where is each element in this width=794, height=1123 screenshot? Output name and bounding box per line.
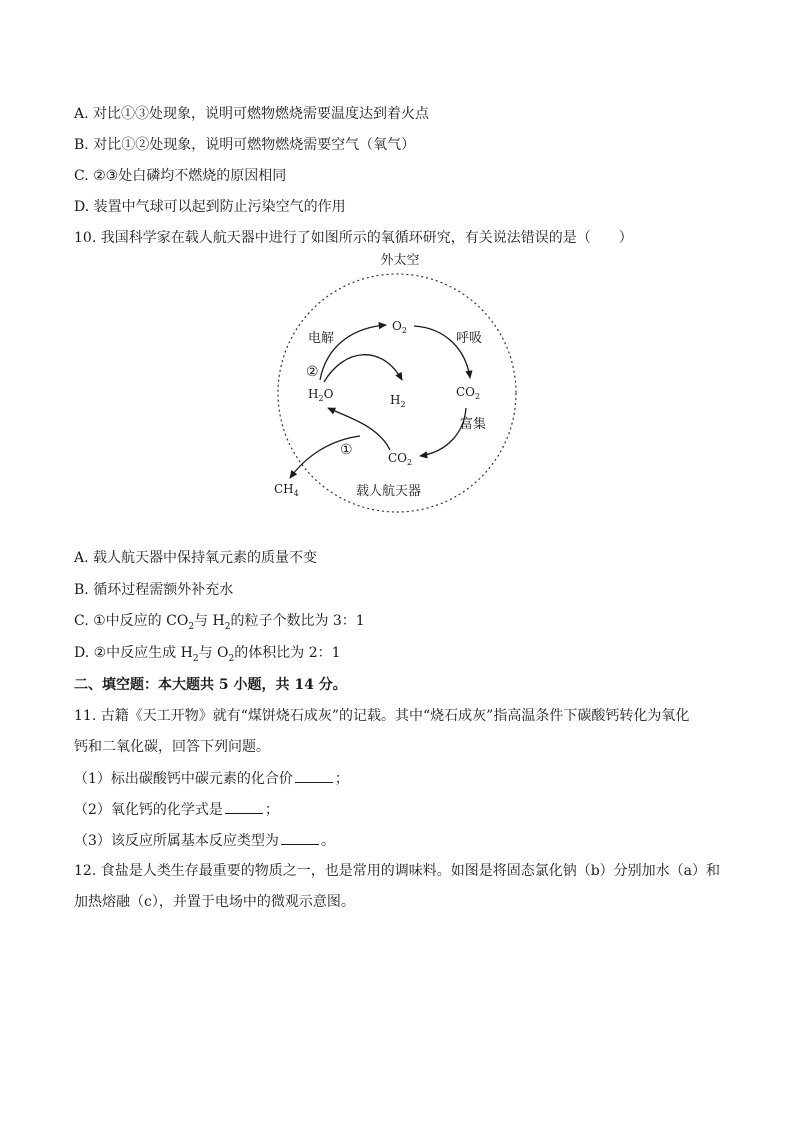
- electrolysis-label: 电解: [308, 331, 335, 346]
- option-10c: C. ①中反应的 $CO_2$与 $H_2$的粒子个数比为 3：1: [74, 613, 365, 632]
- o2-label: $O_2$: [392, 319, 407, 335]
- section-2-heading: 二、填空题：本大题共 5 小题，共 14 分。: [74, 677, 347, 693]
- h2o-label: $H_2O$: [308, 387, 334, 403]
- reaction-1-marker: ①: [340, 442, 353, 458]
- option-10b: B. 循环过程需额外补充水: [74, 582, 234, 598]
- answer-blank[interactable]: [225, 799, 263, 814]
- arrow-enrichment: [420, 408, 466, 456]
- option-9d: D. 装置中气球可以起到防止污染空气的作用: [74, 199, 346, 215]
- question-11-part2: （2）氧化钙的化学式是 ；: [74, 799, 279, 820]
- h2-label: $H_2$: [390, 393, 406, 409]
- question-12-line2: 加热熔融（c），并置于电场中的微观示意图。: [74, 894, 355, 910]
- spacecraft-label: 载人航天器: [356, 484, 422, 499]
- co2-bottom-label: $CO_2$: [388, 451, 413, 467]
- oxygen-cycle-diagram: [260, 250, 550, 520]
- answer-blank[interactable]: [295, 768, 333, 783]
- arrow-electrolysis-h2: [324, 355, 402, 382]
- option-9a: A. 对比①③处现象，说明可燃物燃烧需要温度达到着火点: [74, 106, 430, 122]
- respiration-label: 呼吸: [456, 331, 483, 346]
- question-11-line2: 钙和二氧化碳，回答下列问题。: [74, 739, 270, 755]
- question-11-part3: （3）该反应所属基本反应类型为 。: [74, 830, 335, 851]
- option-10a: A. 载人航天器中保持氧元素的质量不变: [74, 550, 318, 566]
- question-11-part1: （1）标出碳酸钙中碳元素的化合价 ；: [74, 768, 349, 789]
- option-9c: C. ②③处白磷均不燃烧的原因相同: [74, 168, 287, 184]
- question-12-line1: 12. 食盐是人类生存最重要的物质之一，也是常用的调味料。如图是将固态氯化钠（b）分别加水（a）和: [74, 863, 721, 879]
- enrichment-label: 富集: [460, 417, 487, 432]
- arrow-co2-to-h2o: [328, 408, 390, 450]
- reaction-2-marker: ②: [306, 364, 319, 380]
- ch4-label: $CH_4$: [274, 482, 299, 498]
- outer-space-label: 外太空: [380, 253, 420, 268]
- co2-top-label: $CO_2$: [456, 385, 481, 401]
- question-11-line1: 11. 古籍《天工开物》就有“煤饼烧石成灰”的记载。其中“烧石成灰”指高温条件下碳酸钙转化为氧化: [74, 708, 690, 724]
- question-10-stem: 10. 我国科学家在载人航天器中进行了如图所示的氧循环研究，有关说法错误的是（ ）: [74, 230, 633, 246]
- answer-blank[interactable]: [281, 830, 319, 845]
- option-9b: B. 对比①②处现象，说明可燃物燃烧需要空气（氧气）: [74, 137, 416, 153]
- option-10d: D. ②中反应生成 $H_2$与 $O_2$的体积比为 2：1: [74, 645, 341, 664]
